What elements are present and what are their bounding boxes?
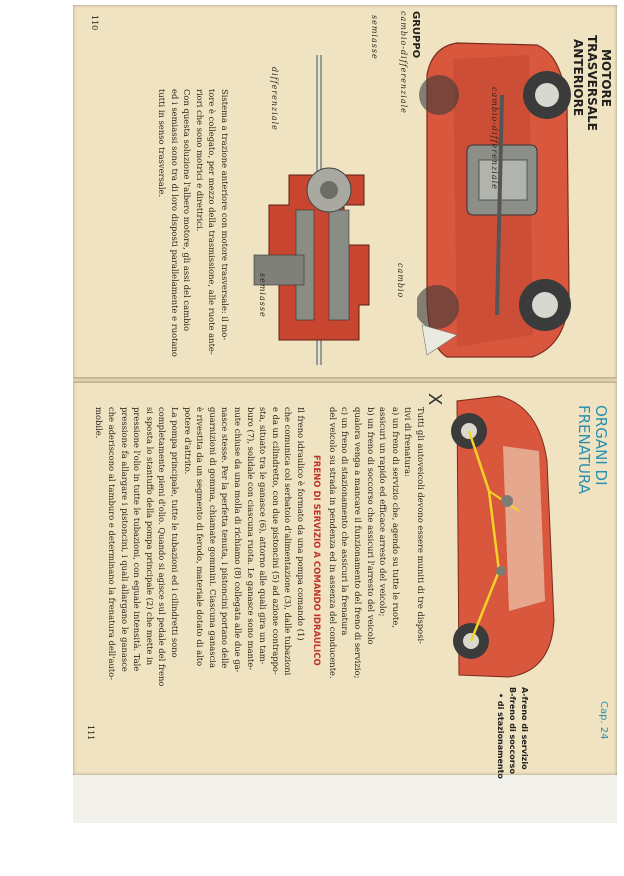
intro-line: b) un freno di soccorso che assicuri l'arresto del veicolo <box>365 407 376 645</box>
body-line: buro (7), solidale con ciascuna ruota. Le ganasce sono mante- <box>245 407 256 671</box>
label-differenziale: differenziale <box>270 67 279 131</box>
left-paragraph-line: tore è collegato, per mezzo della trasmissione, alle ruote ante- <box>207 89 218 355</box>
left-paragraph-line: ed i semiassi sono tra di loro disposti parallelamente e ruotano <box>169 89 180 357</box>
section-heading: FRENO DI SERVIZIO A COMANDO IDRAULICO <box>311 455 321 666</box>
group-heading: GRUPPO <box>410 11 421 59</box>
body-line: che aderiscono al tamburo e determinano la frenatura dell'auto- <box>107 407 118 681</box>
body-line: che comunica col serbatoio d'alimentazione (3), dalle tubazioni <box>283 407 294 676</box>
left-paragraph-line: Con questa soluzione l'albero motore, gli assi del cambio <box>182 89 193 332</box>
intro-line: c) un freno di stazionamento che assicuri la frenatura <box>340 407 351 636</box>
page-bottom-margin <box>73 775 617 823</box>
body-line: guarnizioni di gomma, chiamate gommini. Ciascuna ganascia <box>207 407 218 668</box>
body-paragraph <box>93 407 307 686</box>
body-line: potere d'attrito. <box>182 407 193 475</box>
body-line: pressione fa allargare i pistoncini, i quali allargano le ganasce <box>119 407 130 672</box>
legend-a: A-freno di servizio <box>520 687 529 770</box>
left-paragraph-line: tutti in senso trasversale. <box>157 89 168 198</box>
left-paragraph-line: Sistema a trazione anteriore con motore trasversale: il mo- <box>220 89 230 341</box>
group-subheading: cambio-differenziale <box>399 11 408 114</box>
gearbox-differential-illustration <box>239 55 389 365</box>
heading-anteriore: ANTERIORE <box>571 39 585 117</box>
intro-line: del veicolo su strada in pendenza ed in assenza del conducente. <box>327 407 338 679</box>
intro-line: assicuri un rapido ed efficace arresto del veicolo; <box>378 407 389 617</box>
intro-line: tivi di frenatura: <box>403 407 414 477</box>
left-paragraph-line: riori che sono motrici e direttrici. <box>194 89 205 232</box>
legend-b: B-freno di soccorso <box>508 687 517 774</box>
title-frenatura: FRENATURA <box>575 405 593 495</box>
right-page <box>73 385 617 779</box>
intro-line: Tutti gli autoveicoli devono essere muniti di tre disposi- <box>416 407 426 645</box>
handwritten-mark: X <box>424 393 445 406</box>
intro-line: qualora venga a mancare il funzionamento del freno di servizio; <box>353 407 364 679</box>
right-page-number: 111 <box>86 725 95 741</box>
book-spine <box>73 377 617 383</box>
body-line: si sposta lo stantuffo della pompa principale (2) che mette in <box>144 407 155 666</box>
chapter-number: Cap. 24 <box>598 701 609 740</box>
heading-trasversale: TRASVERSALE <box>585 35 599 131</box>
intro-line: a) un freno di servizio che, agendo su tutte le ruote, <box>390 407 401 629</box>
body-line: sta, situato tra le ganasce (6), attorno alle quali gira un tam- <box>258 407 269 665</box>
intro-paragraph <box>326 407 427 679</box>
legend-c: • di stazionamento <box>496 693 505 779</box>
heading-motore: MOTORE <box>599 49 613 107</box>
body-line: e da un cilindretto, con due pistoncini (5) ad azione contrappo- <box>270 407 281 675</box>
left-page <box>73 5 617 377</box>
body-line: nute chiuse da una molla di richiamo (8) collegata alle due ga- <box>233 407 244 673</box>
body-line: completamente pieni d'olio. Quando si agisce sul pedale del freno <box>157 407 168 687</box>
body-line: è rivestita da un segmento di ferodo, materiale dotato di alto <box>195 407 206 667</box>
body-line: mobile. <box>94 407 105 439</box>
car-label-cambio-differenziale: cambio-differenziale <box>490 87 499 190</box>
car-cutaway-illustration <box>417 35 577 365</box>
body-line: Il freno idraulico è formato da una pompa comando (1) <box>296 407 306 641</box>
left-page-number: 110 <box>90 15 99 31</box>
title-organi-di: ORGANI DI <box>592 405 610 486</box>
body-line: La pompa principale, tutte le tubazioni ed i cilindretti sono <box>170 407 181 658</box>
brake-car-illustration <box>449 391 569 681</box>
label-cambio: cambio <box>396 263 405 299</box>
left-paragraph <box>155 89 231 357</box>
body-line: pressione l'olio in tutte le tubazioni, con eguale intensità. Tale <box>132 407 143 672</box>
label-semiasse-bottom: semiasse <box>258 273 267 318</box>
body-line: nasce stesse. Per la perfetta tenuta, i pistoncini portano delle <box>220 407 231 669</box>
label-semiasse-top: semiasse <box>370 15 379 60</box>
